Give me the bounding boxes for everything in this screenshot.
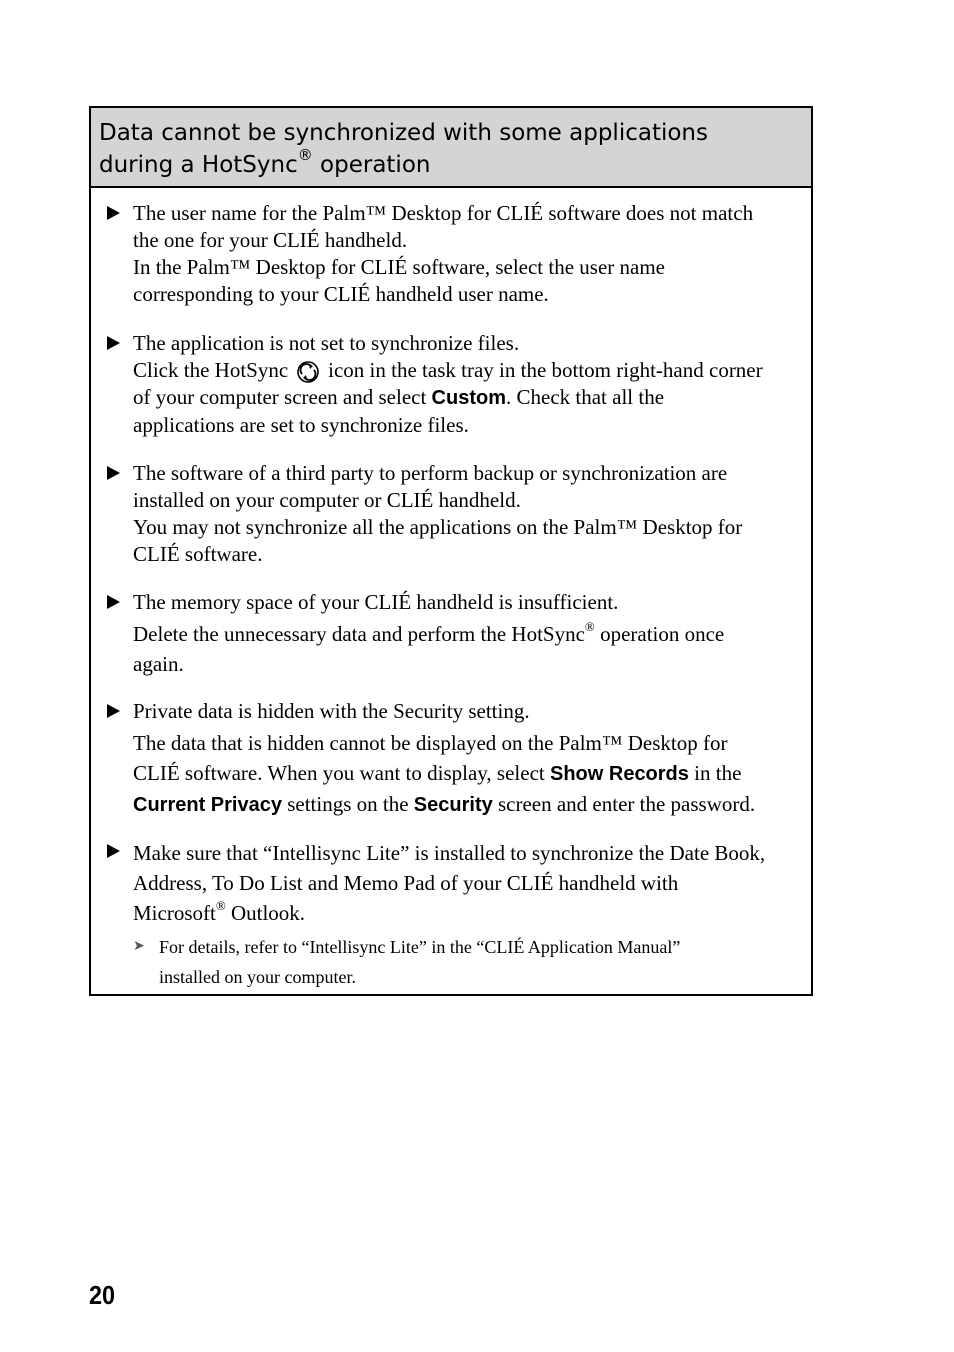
show-records-label: Show Records [549,763,689,785]
troubleshooting-box [89,106,813,996]
item-text: Microsoft® Outlook. [133,898,306,925]
current-privacy-label: Current Privacy [133,794,282,816]
item-text: installed on your computer or CLIÉ handheld. [133,488,521,512]
heading-text: operation [312,152,431,178]
item-text: Delete the unnecessary data and perform the HotSync® operation once [133,619,725,646]
item-text: applications are set to synchronize files. [133,413,469,437]
item-text: Make sure that “Intellisync Lite” is installed to synchronize the Date Book, [133,841,766,865]
item-text: You may not synchronize all the applications on the Palm™ Desktop for [133,515,743,539]
item-text: again. [133,652,184,676]
item-text: The data that is hidden cannot be displayed on the Palm™ Desktop for [133,731,728,755]
note-text: installed on your computer. [159,967,356,987]
custom-label: Custom [431,387,506,409]
item-text: The software of a third party to perform backup or synchronization are [133,461,728,485]
triangle-bullet-icon [107,206,120,220]
registered-mark: ® [297,146,313,165]
page-number: 20 [89,1280,116,1310]
registered-mark: ® [215,898,226,913]
item-text: Current Privacy settings on the Security screen and enter the password. [133,792,756,816]
list-item [107,589,803,679]
item-text: of your computer screen and select Custom. Check that all the [133,385,665,409]
list-item [107,200,803,308]
list-item [107,838,803,992]
item-text: The user name for the Palm™ Desktop for CLIÉ software does not match [133,201,754,225]
list-item [107,330,803,439]
triangle-bullet-icon [107,704,120,718]
section-heading [91,108,811,188]
reference-note [133,932,803,992]
heading-text: during a HotSync [99,152,298,178]
security-label: Security [413,794,493,816]
item-text: CLIÉ software. When you want to display, select Show Records in the [133,761,742,785]
triangle-bullet-icon [107,336,120,350]
heading-line-1: Data cannot be synchronized with some applications [99,120,708,146]
item-text: The application is not set to synchronize files. [133,331,520,355]
arrow-right-icon: ➤ [133,939,145,954]
hotsync-icon [294,359,324,383]
item-text: In the Palm™ Desktop for CLIÉ software, select the user name [133,255,666,279]
item-text: corresponding to your CLIÉ handheld user name. [133,282,549,306]
item-text: the one for your CLIÉ handheld. [133,228,408,252]
heading-line-2 [99,146,803,181]
triangle-bullet-icon [107,595,120,609]
triangle-bullet-icon [107,466,120,480]
triangle-bullet-icon [107,844,120,858]
list-item [107,698,803,820]
item-text: Click the HotSync icon in the task tray in the bottom right-hand corner [133,358,763,382]
item-text: CLIÉ software. [133,542,263,566]
note-text: For details, refer to “Intellisync Lite” in the “CLIÉ Application Manual” [159,937,681,957]
item-text: Address, To Do List and Memo Pad of your CLIÉ handheld with [133,871,679,895]
item-text: Private data is hidden with the Security setting. [133,699,530,723]
list-item [107,460,803,568]
item-text: The memory space of your CLIÉ handheld is insufficient. [133,590,619,614]
registered-mark: ® [584,619,595,634]
